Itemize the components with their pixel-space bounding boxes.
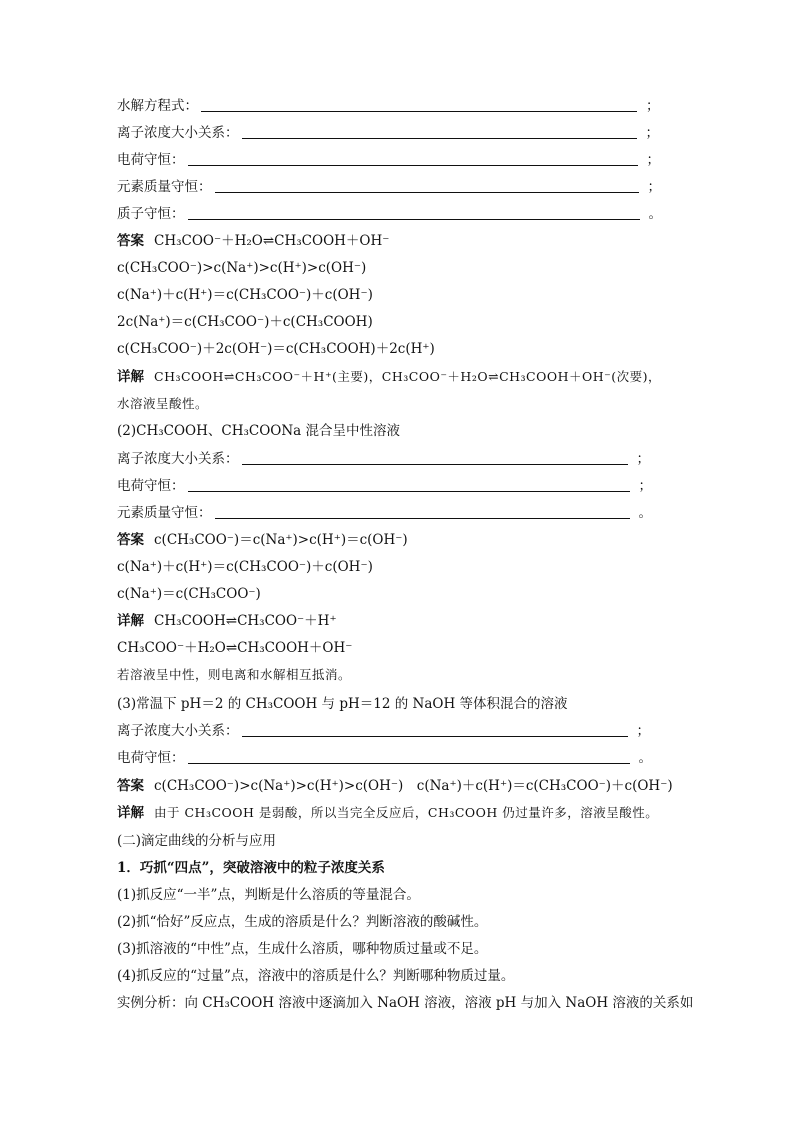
detail-2-line-2: CH₃COO⁻＋H₂O⇌CH₃COOH＋OH⁻ (117, 640, 353, 656)
example-line: 实例分析：向 CH₃COOH 溶液中逐滴加入 NaOH 溶液，溶液 pH 与加入 NaOH 溶液的关系如 (117, 995, 694, 1011)
detail-1-line-1: 详解 CH₃COOH⇌CH₃COO⁻＋H⁺(主要)，CH₃COO⁻＋H₂O⇌CH₃COOH＋OH⁻(次要)， (117, 369, 662, 385)
blank-line[interactable] (201, 97, 637, 112)
blank-label: 电荷守恒： (117, 152, 185, 168)
blank-row-mass: 元素质量守恒： ； (117, 179, 661, 195)
blank-label: 水解方程式： (117, 98, 198, 114)
detail-3: 详解 由于 CH₃COOH 是弱酸，所以当完全反应后，CH₃COOH 仍过量许多，溶液呈酸性。 (117, 805, 659, 821)
answer-1-line-1: 答案 CH₃COO⁻＋H₂O⇌CH₃COOH＋OH⁻ (117, 233, 390, 249)
blank-line[interactable] (188, 749, 630, 764)
blank-label: 电荷守恒： (117, 750, 185, 766)
point-1: (1)抓反应“一半”点，判断是什么溶质的等量混合。 (117, 887, 420, 903)
detail-label: 详解 (117, 613, 144, 629)
section-3-title: (3)常温下 pH＝2 的 CH₃COOH 与 pH＝12 的 NaOH 等体积混合的溶液 (117, 696, 568, 712)
answer-1-line-4: 2c(Na⁺)＝c(CH₃COO⁻)＋c(CH₃COOH) (117, 314, 373, 330)
detail-label: 详解 (117, 369, 144, 385)
blank-line[interactable] (188, 477, 630, 492)
point-2: (2)抓“恰好”反应点，生成的溶质是什么？判断溶液的酸碱性。 (117, 914, 488, 930)
answer-1-line-3: c(Na⁺)＋c(H⁺)＝c(CH₃COO⁻)＋c(OH⁻) (117, 287, 373, 303)
answer-label: 答案 (117, 532, 144, 548)
blank-row-ion-order: 离子浓度大小关系： ； (117, 125, 659, 141)
answer-label: 答案 (117, 778, 144, 794)
blank-row-hydrolysis: 水解方程式： ； (117, 98, 660, 114)
blank-row-charge-3: 电荷守恒： 。 (117, 750, 652, 766)
detail-label: 详解 (117, 805, 144, 821)
blank-line[interactable] (215, 504, 630, 519)
answer-3: 答案 c(CH₃COO⁻)>c(Na⁺)>c(H⁺)>c(OH⁻) c(Na⁺)＋c(H⁺)＝c(CH₃COO⁻)＋c(OH⁻) (117, 778, 673, 794)
blank-label: 元素质量守恒： (117, 505, 212, 521)
answer-2-line-3: c(Na⁺)＝c(CH₃COO⁻) (117, 586, 261, 602)
answer-1-line-2: c(CH₃COO⁻)>c(Na⁺)>c(H⁺)>c(OH⁻) (117, 260, 367, 276)
blank-row-ion-order-3: 离子浓度大小关系： ； (117, 723, 650, 739)
blank-label: 离子浓度大小关系： (117, 451, 239, 467)
blank-row-charge: 电荷守恒： ； (117, 152, 660, 168)
answer-label: 答案 (117, 233, 144, 249)
blank-label: 电荷守恒： (117, 478, 185, 494)
blank-label: 质子守恒： (117, 206, 185, 222)
blank-row-mass-2: 元素质量守恒： 。 (117, 505, 652, 521)
detail-2-line-1: 详解 CH₃COOH⇌CH₃COO⁻＋H⁺ (117, 613, 337, 629)
blank-row-charge-2: 电荷守恒： ； (117, 478, 652, 494)
blank-line[interactable] (242, 722, 628, 737)
blank-row-ion-order-2: 离子浓度大小关系： ； (117, 451, 650, 467)
blank-line[interactable] (242, 450, 628, 465)
blank-line[interactable] (215, 178, 639, 193)
section-2-title: (2)CH₃COOH、CH₃COONa 混合呈中性溶液 (117, 423, 401, 439)
answer-2-line-1: 答案 c(CH₃COO⁻)＝c(Na⁺)>c(H⁺)＝c(OH⁻) (117, 532, 408, 548)
blank-line[interactable] (188, 151, 638, 166)
detail-1-line-2: 水溶液呈酸性。 (117, 396, 209, 411)
answer-2-line-2: c(Na⁺)＋c(H⁺)＝c(CH₃COO⁻)＋c(OH⁻) (117, 559, 373, 575)
blank-row-proton: 质子守恒： 。 (117, 206, 662, 222)
blank-line[interactable] (242, 124, 637, 139)
part-2-title: (二)滴定曲线的分析与应用 (117, 833, 277, 849)
sub-title-1: 1．巧抓“四点”，突破溶液中的粒子浓度关系 (117, 860, 385, 876)
blank-label: 离子浓度大小关系： (117, 125, 239, 141)
detail-2-line-3: 若溶液呈中性，则电离和水解相互抵消。 (117, 667, 352, 682)
blank-label: 元素质量守恒： (117, 179, 212, 195)
blank-label: 离子浓度大小关系： (117, 723, 239, 739)
blank-line[interactable] (188, 205, 640, 220)
point-3: (3)抓溶液的“中性”点，生成什么溶质，哪种物质过量或不足。 (117, 941, 488, 957)
answer-1-line-5: c(CH₃COO⁻)＋2c(OH⁻)＝c(CH₃COOH)＋2c(H⁺) (117, 341, 435, 357)
point-4: (4)抓反应的“过量”点，溶液中的溶质是什么？判断哪种物质过量。 (117, 968, 515, 984)
